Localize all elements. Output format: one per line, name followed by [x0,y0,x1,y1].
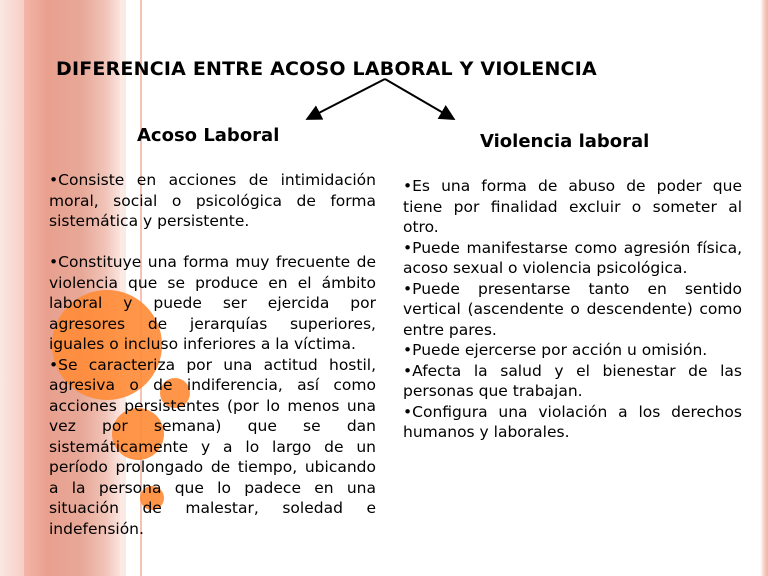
text-paragraph: •Configura una violación a los derechos humanos y laborales. [403,402,742,441]
acoso-laboral-column [49,170,376,539]
heading-acoso-laboral: Acoso Laboral [137,125,280,146]
heading-violencia-laboral: Violencia laboral [480,131,650,152]
text-paragraph: •Se caracteriza por una actitud hostil, agresiva o de indiferencia, así como acciones persistentes (por lo menos una vez por semana) que se dan sistemáticamente y a lo largo de un período prolongado de tiempo, ubicando a la persona que lo padece en una situación de malestar, soledad e indefensión. [49,355,376,538]
violencia-laboral-column [403,176,742,443]
split-arrows [300,76,470,126]
text-paragraph: •Puede ejercerse por acción u omisión. [403,341,708,359]
text-paragraph: •Es una forma de abuso de poder que tiene por finalidad excluir o someter al otro. [403,177,742,236]
text-paragraph: •Constituye una forma muy frecuente de violencia que se produce en el ámbito laboral y puede ser ejercida por agresores de jerarquías superiores, iguales o incluso inferiores a la víctima. [49,253,376,353]
text-paragraph: •Afecta la salud y el bienestar de las personas que trabajan. [403,361,742,400]
slide-title: DIFERENCIA ENTRE ACOSO LABORAL Y VIOLENCIA [56,58,597,80]
decorative-edge [760,0,768,576]
text-paragraph: •Puede presentarse tanto en sentido vertical (ascendente o descendente) como entre pares. [403,279,742,339]
decorative-stripe [0,0,24,576]
text-paragraph: •Puede manifestarse como agresión física, acoso sexual o violencia psicológica. [403,238,742,277]
text-paragraph: •Consiste en acciones de intimidación moral, social o psicológica de forma sistemática y persistente. [49,171,376,230]
